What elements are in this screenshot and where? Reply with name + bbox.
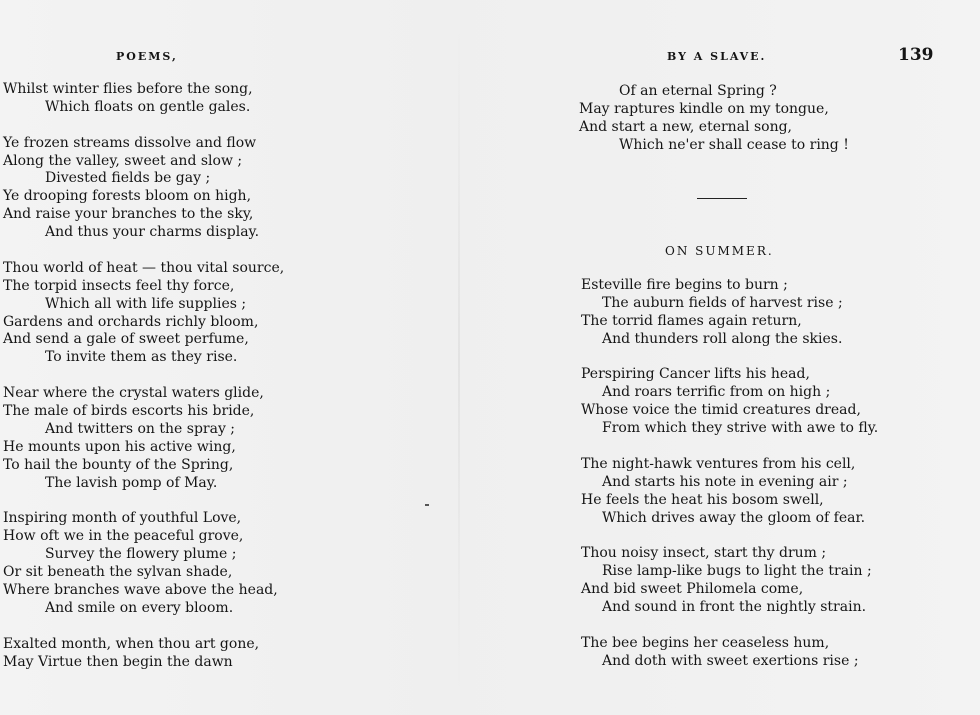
stanza	[581, 366, 979, 438]
verse-line: And start a new, eternal song,	[579, 118, 793, 135]
verse-line: Whose voice the timid creatures dread,	[581, 402, 861, 419]
verse-line: And sound in front the nightly strain.	[602, 599, 867, 616]
left-page-poem	[3, 81, 443, 689]
right-page-poem-ending	[579, 83, 979, 172]
stanza	[579, 83, 979, 155]
verse-line: May Virtue then begin the dawn	[3, 653, 233, 670]
verse-line: Ye drooping forests bloom on high,	[3, 188, 252, 205]
verse-line: The torrid flames again return,	[581, 312, 802, 329]
section-divider	[697, 198, 747, 199]
verse-line: Divested fields be gay ;	[45, 170, 211, 187]
verse-line: And roars terrific from on high ;	[602, 384, 831, 401]
verse-line: Near where the crystal waters glide,	[3, 385, 264, 402]
verse-line: To invite them as they rise.	[45, 349, 238, 366]
verse-line: Perspiring Cancer lifts his head,	[581, 366, 810, 383]
verse-line: He feels the heat his bosom swell,	[581, 491, 824, 508]
verse-line: And send a gale of sweet perfume,	[3, 331, 249, 348]
verse-line: And thunders roll along the skies.	[602, 330, 843, 347]
stanza	[581, 545, 979, 617]
verse-line: Whilst winter flies before the song,	[3, 81, 253, 97]
page-gutter	[458, 20, 460, 700]
verse-line: And doth with sweet exertions rise ;	[602, 652, 859, 669]
section-title: ON SUMMER.	[665, 244, 774, 258]
stanza	[581, 277, 979, 349]
verse-line: May raptures kindle on my tongue,	[579, 100, 829, 117]
stanza	[3, 636, 443, 672]
verse-line: How oft we in the peaceful grove,	[3, 528, 244, 545]
stanza	[3, 260, 443, 367]
verse-line: Gardens and orchards richly bloom,	[3, 313, 259, 330]
verse-line: And raise your branches to the sky,	[3, 206, 254, 223]
stanza	[3, 510, 443, 617]
verse-line: The bee begins her ceaseless hum,	[581, 634, 830, 651]
right-running-head: BY A SLAVE.	[667, 50, 767, 63]
verse-line: The male of birds escorts his bride,	[3, 403, 255, 420]
verse-line: He mounts upon his active wing,	[3, 438, 236, 455]
verse-line: The lavish pomp of May.	[45, 474, 218, 491]
verse-line: And starts his note in evening air ;	[602, 473, 848, 490]
verse-line: Which all with life supplies ;	[45, 295, 247, 312]
verse-line: Esteville fire begins to burn ;	[581, 277, 788, 293]
verse-line: To hail the bounty of the Spring,	[3, 456, 234, 473]
verse-line: Ye frozen streams dissolve and flow	[3, 134, 257, 151]
stanza	[581, 635, 979, 671]
verse-line: Survey the flowery plume ;	[45, 546, 237, 563]
page-number: 139	[898, 45, 934, 65]
verse-line: Or sit beneath the sylvan shade,	[3, 564, 233, 581]
verse-line: Inspiring month of youthful Love,	[3, 510, 242, 527]
verse-line: Which floats on gentle gales.	[45, 98, 251, 115]
verse-line: And smile on every bloom.	[45, 599, 234, 616]
verse-line: Thou noisy insect, start thy drum ;	[581, 545, 827, 562]
on-summer-poem	[581, 277, 979, 688]
verse-line: And twitters on the spray ;	[45, 420, 236, 437]
verse-line: The torpid insects feel thy force,	[3, 277, 235, 294]
verse-line: Which drives away the gloom of fear.	[602, 509, 866, 526]
verse-line: Where branches wave above the head,	[3, 581, 278, 598]
verse-line: And bid sweet Philomela come,	[581, 581, 804, 598]
verse-line: The night-hawk ventures from his cell,	[581, 455, 856, 472]
stanza	[3, 135, 443, 242]
stanza	[3, 385, 443, 492]
verse-line: Which ne'er shall cease to ring !	[619, 136, 849, 153]
verse-line: Of an eternal Spring ?	[619, 83, 777, 99]
verse-line: From which they strive with awe to fly.	[602, 420, 879, 437]
verse-line: Rise lamp-like bugs to light the train ;	[602, 563, 872, 580]
verse-line: Along the valley, sweet and slow ;	[3, 152, 243, 169]
verse-line: The auburn fields of harvest rise ;	[602, 294, 843, 311]
verse-line: Exalted month, when thou art gone,	[3, 635, 260, 652]
verse-line: Thou world of heat — thou vital source,	[3, 259, 285, 276]
left-running-head: POEMS,	[116, 50, 178, 63]
stanza	[3, 81, 443, 117]
verse-line: And thus your charms display.	[45, 224, 260, 241]
stanza	[581, 456, 979, 528]
